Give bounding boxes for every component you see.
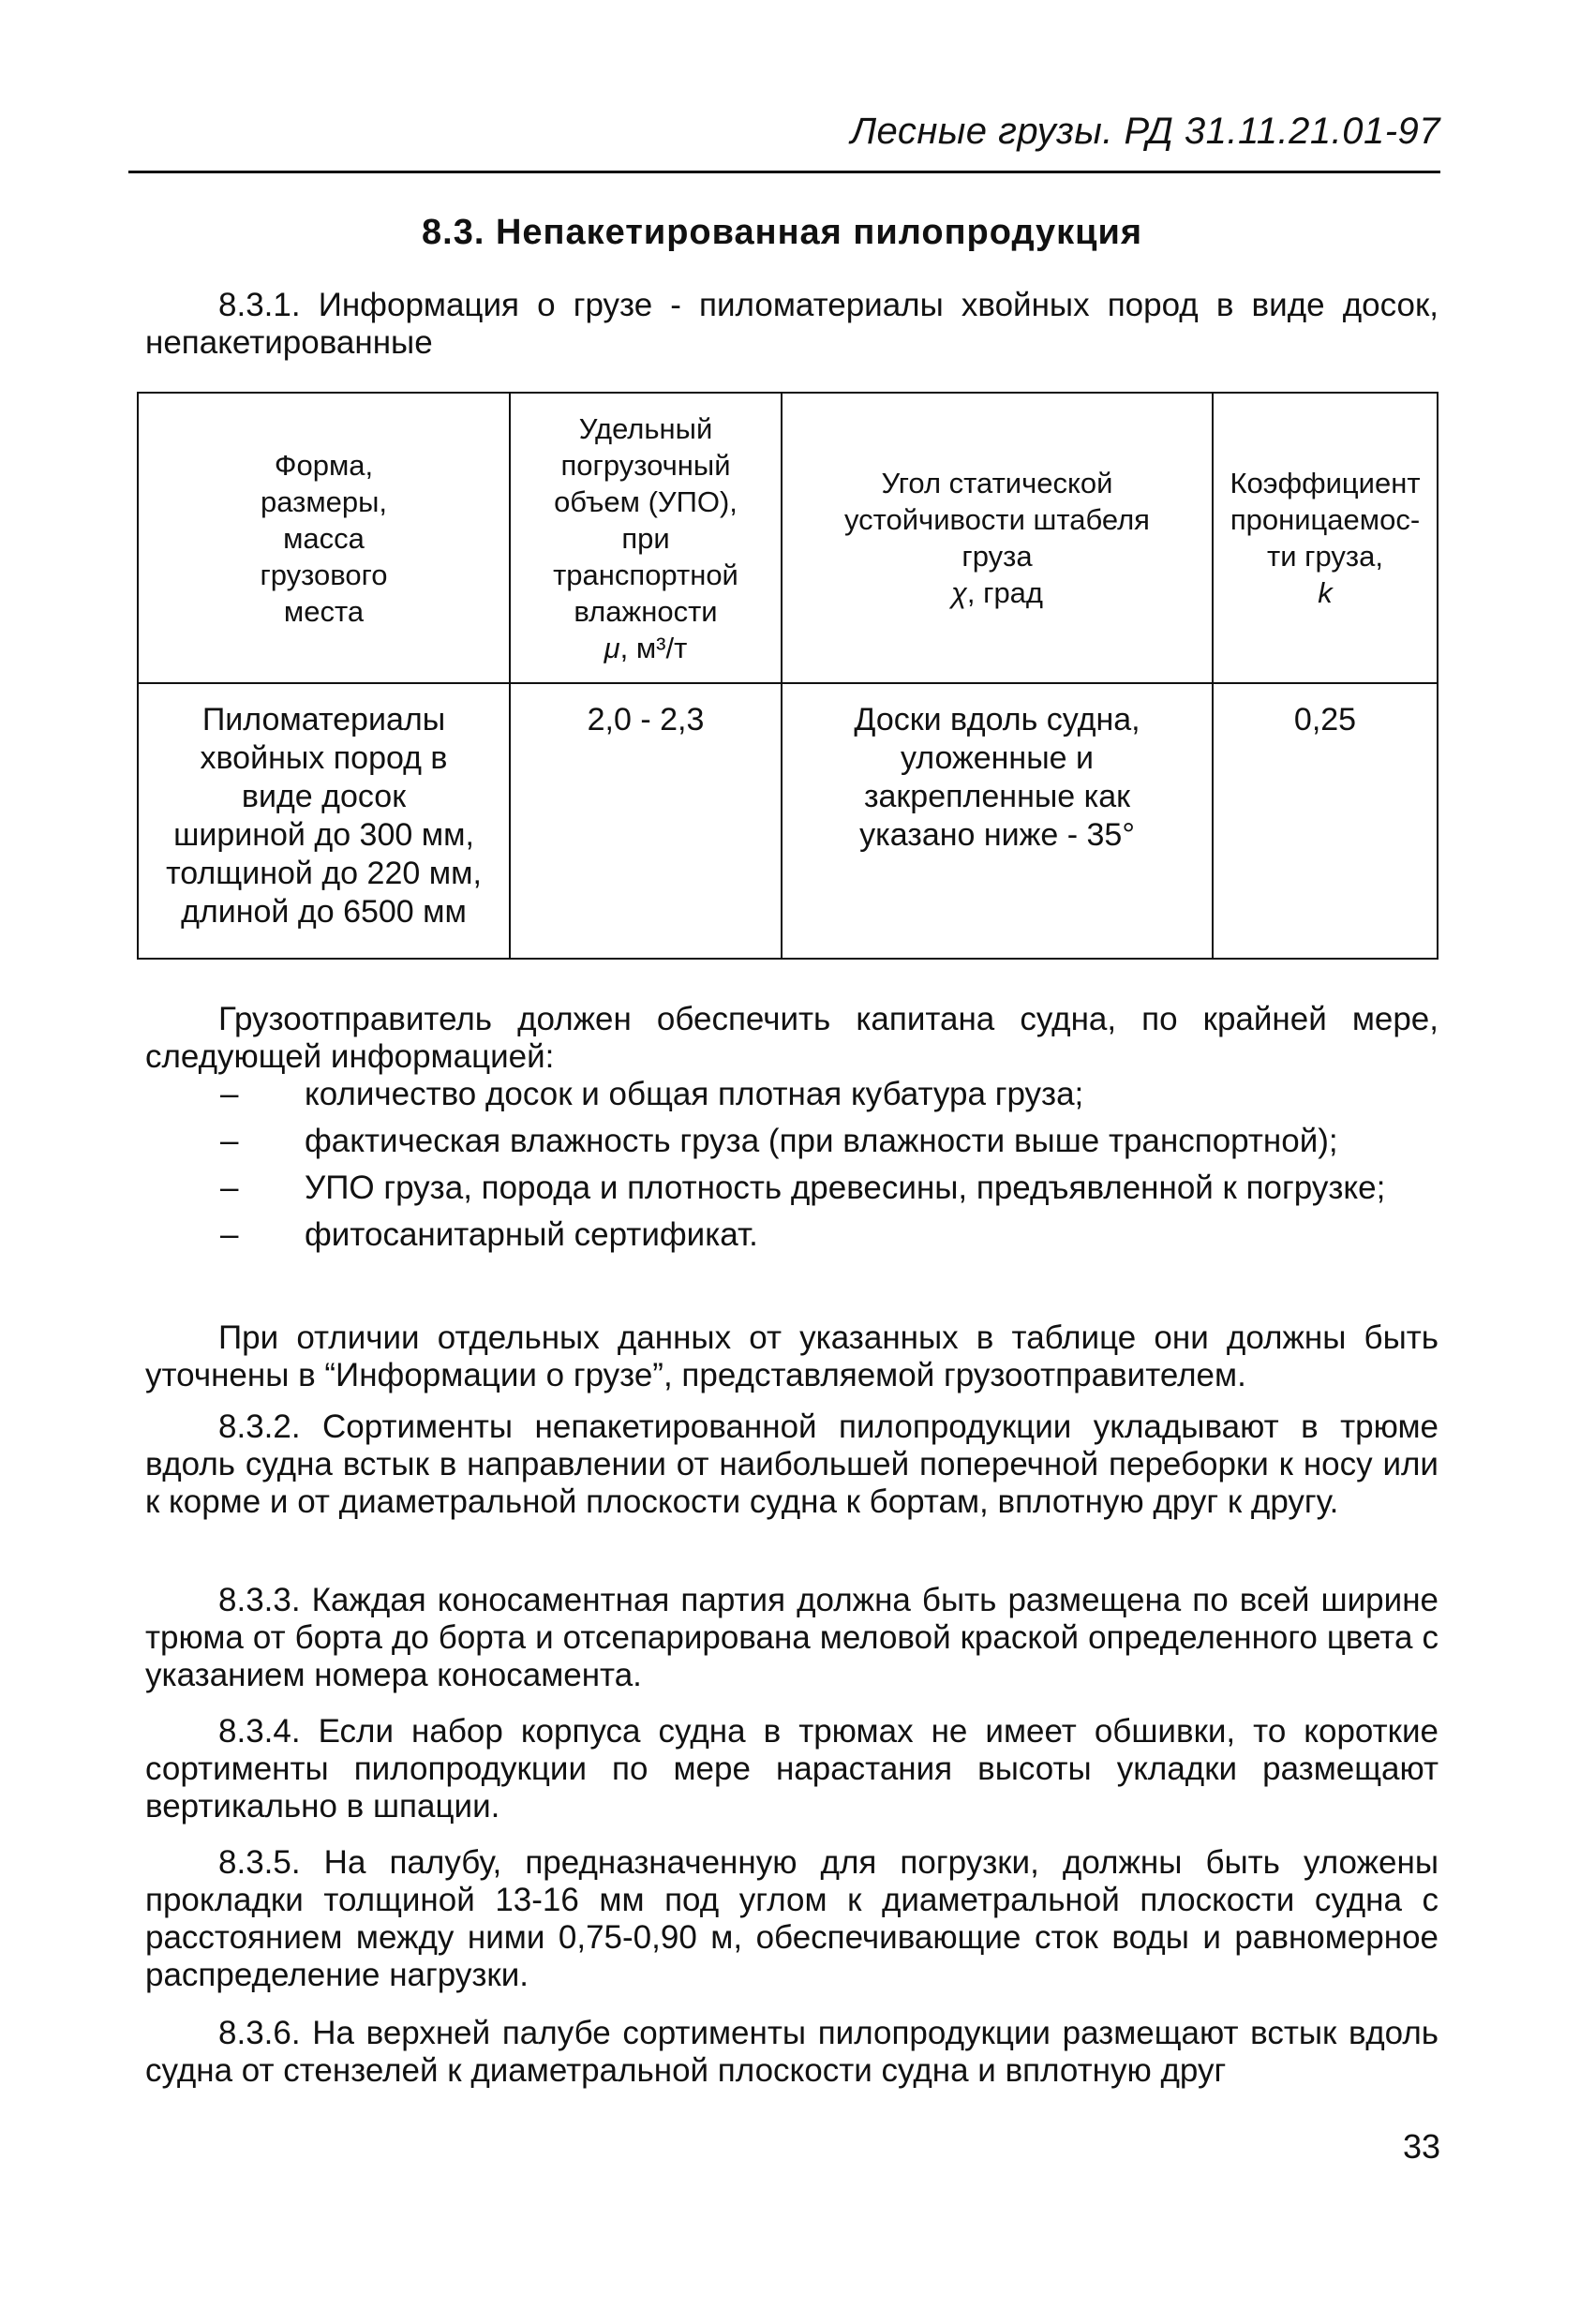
header-permeability-coefficient: Коэффициент проницаемос- ти груза, k	[1213, 393, 1438, 683]
section-title: 8.3. Непакетированная пилопродукция	[422, 213, 1143, 252]
header-rule	[128, 171, 1440, 173]
paragraph-8-3-6: 8.3.6. На верхней палубе сортименты пилопродукции размещают встык вдоль судна от стензелей к диаметральной плоскости судна и вплотную друг	[145, 2015, 1438, 2089]
list-item: – фитосанитарный сертификат.	[220, 1216, 758, 1253]
list-item: – УПО груза, порода и плотность древесины, предъявленной к погрузке;	[220, 1169, 1386, 1206]
table-header-row	[138, 393, 1438, 683]
cell-upo: 2,0 - 2,3	[510, 683, 782, 959]
running-header: Лесные грузы. РД 31.11.21.01-97	[850, 111, 1440, 152]
paragraph-table-differences: При отличии отдельных данных от указанных в таблице они должны быть уточнены в “Информации о грузе”, представляемой грузоотправителем.	[145, 1319, 1438, 1393]
cell-angle: Доски вдоль судна, уложенные и закрепленные как указано ниже - 35°	[782, 683, 1213, 959]
header-static-stability-angle: Угол статической устойчивости штабеля груза χ, град	[782, 393, 1213, 683]
list-item: – количество досок и общая плотная кубатура груза;	[220, 1076, 1084, 1112]
cargo-info-table	[137, 392, 1438, 960]
page-number: 33	[1402, 2127, 1440, 2166]
list-item: – фактическая влажность груза (при влажности выше транспортной);	[220, 1123, 1338, 1159]
paragraph-8-3-2: 8.3.2. Сортименты непакетированной пилопродукции укладывают в трюме вдоль судна встык в направлении от наибольшей поперечной переборки к носу или к корме и от диаметральной плоскости судна к бортам, вплотную друг к другу.	[145, 1408, 1438, 1520]
table-row	[138, 683, 1438, 959]
paragraph-8-3-5: 8.3.5. На палубу, предназначенную для погрузки, должны быть уложены прокладки толщиной 13-16 мм под углом к диаметральной плоскости судна с расстоянием между ними 0,75-0,90 м, обеспечивающие сток воды и равномерное распределение нагрузки.	[145, 1844, 1438, 1993]
cell-form: Пиломатериалы хвойных пород в виде досок шириной до 300 мм, толщиной до 220 мм, длиной до 6500 мм	[138, 683, 510, 959]
info-list	[145, 1076, 1438, 1263]
shipper-paragraph: Грузоотправитель должен обеспечить капитана судна, по крайней мере, следующей информацией:	[145, 1001, 1438, 1075]
paragraph-8-3-4: 8.3.4. Если набор корпуса судна в трюмах не имеет обшивки, то короткие сортименты пилопродукции по мере нарастания высоты укладки размещают вертикально в шпации.	[145, 1713, 1438, 1825]
header-form-size-mass: Форма, размеры, масса грузового места	[138, 393, 510, 683]
header-specific-loading-volume: Удельный погрузочный объем (УПО), при транспортной влажности μ, м³/т	[510, 393, 782, 683]
cell-coefficient: 0,25	[1213, 683, 1438, 959]
paragraph-8-3-3: 8.3.3. Каждая коносаментная партия должна быть размещена по всей ширине трюма от борта до борта и отсепарирована меловой краской определенного цвета с указанием номера коносамента.	[145, 1582, 1438, 1693]
intro-paragraph: 8.3.1. Информация о грузе - пиломатериалы хвойных пород в виде досок, непакетированные	[145, 287, 1438, 361]
